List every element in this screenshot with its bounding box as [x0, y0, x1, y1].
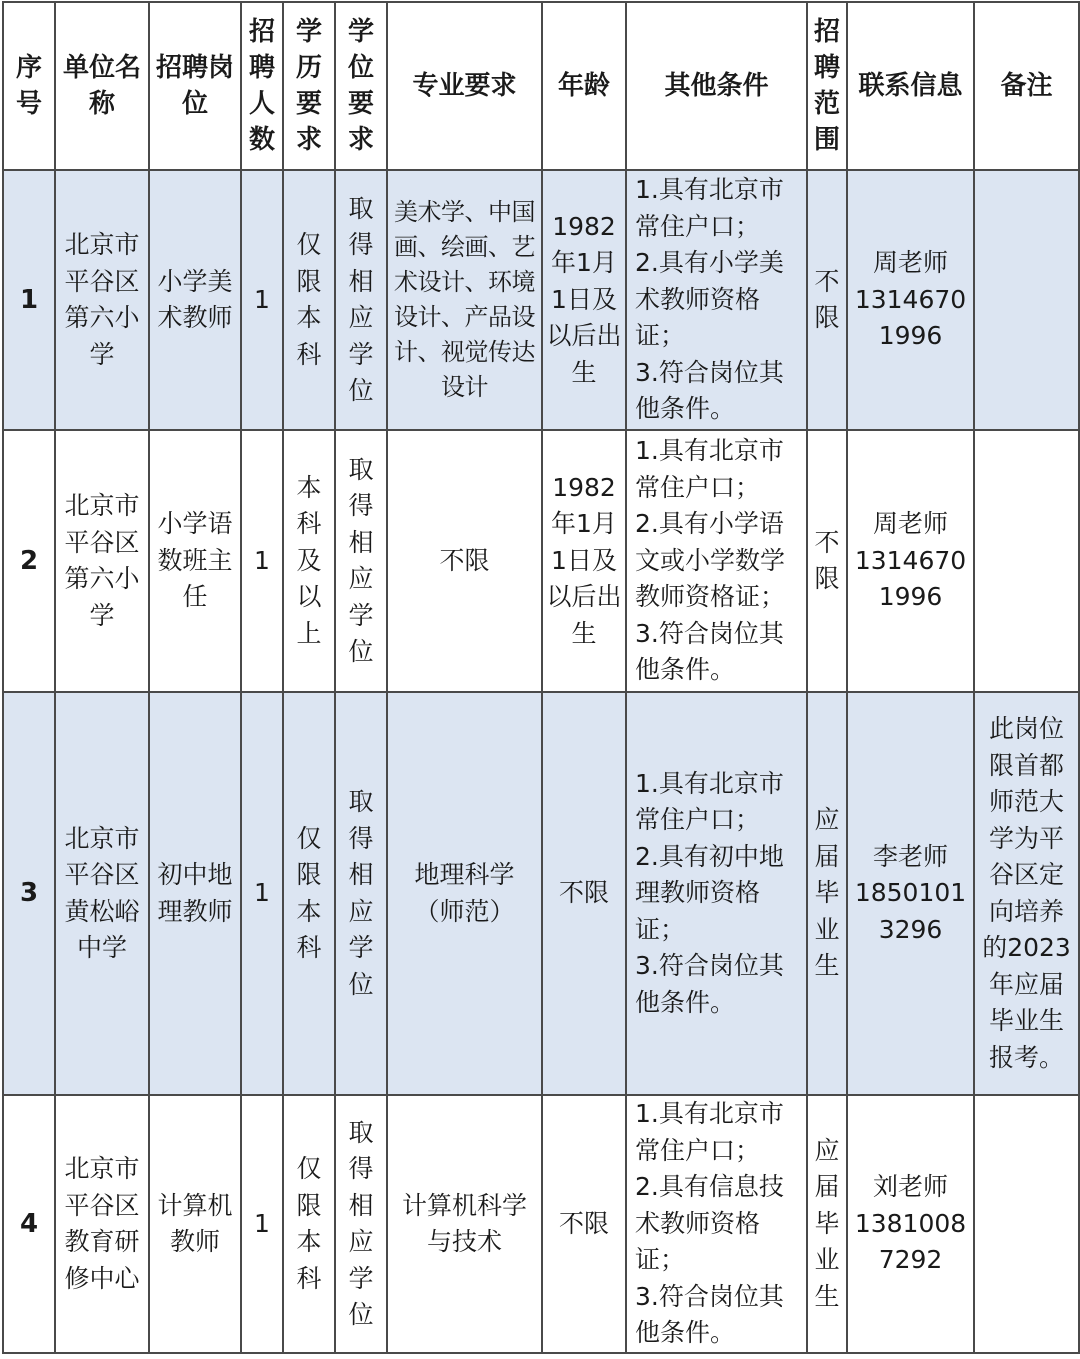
condition-line: 1.具有北京市常住户口；: [635, 175, 784, 241]
row-position: 小学美术教师: [149, 170, 241, 430]
condition-line: 3.符合岗位其他条件。: [635, 618, 784, 685]
contact-name: 李老师: [872, 841, 948, 871]
row-age: 1982年1月1日及以后出生: [542, 170, 626, 430]
contact-name: 刘老师: [872, 1172, 948, 1202]
row-contact: [847, 1095, 974, 1353]
table-row: [3, 692, 1079, 1095]
header-position: 招聘岗位: [149, 2, 241, 170]
table-row: [3, 1095, 1079, 1353]
row-education: 仅限本科: [283, 170, 335, 430]
condition-line: 2.具有信息技术教师资格证；: [635, 1172, 784, 1275]
row-age: 不限: [542, 692, 626, 1095]
row-contact: [847, 430, 974, 692]
header-seq: 序号: [3, 2, 55, 170]
contact-phone: 18501013296: [854, 878, 967, 944]
header-major: 专业要求: [387, 2, 542, 170]
row-seq: 1: [3, 170, 55, 430]
row-seq: 4: [3, 1095, 55, 1353]
condition-line: 1.具有北京市常住户口；: [635, 436, 784, 502]
condition-line: 2.具有小学语文或小学数学教师资格证；: [635, 509, 786, 612]
condition-line: 3.符合岗位其他条件。: [635, 1281, 784, 1348]
row-major: 计算机科学与技术: [387, 1095, 542, 1353]
row-degree: 取得相应学位: [335, 1095, 387, 1353]
condition-line: 2.具有小学美术教师资格证；: [635, 248, 784, 351]
row-position: 小学语数班主任: [149, 430, 241, 692]
row-scope: 不限: [807, 170, 847, 430]
row-unit: 北京市平谷区黄松峪中学: [55, 692, 149, 1095]
header-note: 备注: [974, 2, 1079, 170]
row-scope: 应届毕业生: [807, 692, 847, 1095]
row-major: 不限: [387, 430, 542, 692]
condition-line: 1.具有北京市常住户口；: [635, 1099, 784, 1165]
row-unit: 北京市平谷区教育研修中心: [55, 1095, 149, 1353]
contact-name: 周老师: [872, 248, 948, 278]
row-seq: 2: [3, 430, 55, 692]
row-scope: 应届毕业生: [807, 1095, 847, 1353]
header-age: 年龄: [542, 2, 626, 170]
row-count: 1: [241, 1095, 283, 1353]
header-unit: 单位名称: [55, 2, 149, 170]
header-degree: 学位要求: [335, 2, 387, 170]
row-conditions: [626, 692, 807, 1095]
recruitment-table: [2, 1, 1080, 1354]
row-conditions: [626, 1095, 807, 1353]
row-major: 地理科学（师范）: [387, 692, 542, 1095]
header-scope: 招聘范围: [807, 2, 847, 170]
row-unit: 北京市平谷区第六小学: [55, 170, 149, 430]
row-education: 本科及以上: [283, 430, 335, 692]
row-scope: 不限: [807, 430, 847, 692]
row-conditions: [626, 430, 807, 692]
header-education: 学历要求: [283, 2, 335, 170]
contact-name: 周老师: [872, 509, 948, 539]
condition-line: 1.具有北京市常住户口；: [635, 768, 784, 835]
row-degree: 取得相应学位: [335, 170, 387, 430]
row-count: 1: [241, 692, 283, 1095]
condition-line: 3.符合岗位其他条件。: [635, 951, 784, 1017]
row-education: 仅限本科: [283, 1095, 335, 1353]
row-position: 计算机教师: [149, 1095, 241, 1353]
row-education: 仅限本科: [283, 692, 335, 1095]
row-contact: [847, 692, 974, 1095]
condition-line: 2.具有初中地理教师资格证；: [635, 841, 784, 944]
row-conditions: [626, 170, 807, 430]
row-contact: [847, 170, 974, 430]
row-age: 1982年1月1日及以后出生: [542, 430, 626, 692]
contact-phone: 13146701996: [854, 545, 967, 612]
row-unit: 北京市平谷区第六小学: [55, 430, 149, 692]
row-age: 不限: [542, 1095, 626, 1353]
row-note: [974, 170, 1079, 430]
row-note: [974, 1095, 1079, 1353]
header-conditions: 其他条件: [626, 2, 807, 170]
table-row: [3, 430, 1079, 692]
row-position: 初中地理教师: [149, 692, 241, 1095]
row-note: [974, 430, 1079, 692]
contact-phone: 13146701996: [854, 284, 967, 351]
row-seq: 3: [3, 692, 55, 1095]
row-note: 此岗位限首都师范大学为平谷区定向培养的2023年应届毕业生报考。: [974, 692, 1079, 1095]
row-degree: 取得相应学位: [335, 430, 387, 692]
header-count: 招聘人数: [241, 2, 283, 170]
header-contact: 联系信息: [847, 2, 974, 170]
row-count: 1: [241, 170, 283, 430]
contact-phone: 13810087292: [854, 1208, 967, 1275]
row-degree: 取得相应学位: [335, 692, 387, 1095]
condition-line: 3.符合岗位其他条件。: [635, 357, 784, 424]
row-major: 美术学、中国画、绘画、艺术设计、环境设计、产品设计、视觉传达设计: [387, 170, 542, 430]
table-header-row: [3, 2, 1079, 170]
row-count: 1: [241, 430, 283, 692]
table-row: [3, 170, 1079, 430]
